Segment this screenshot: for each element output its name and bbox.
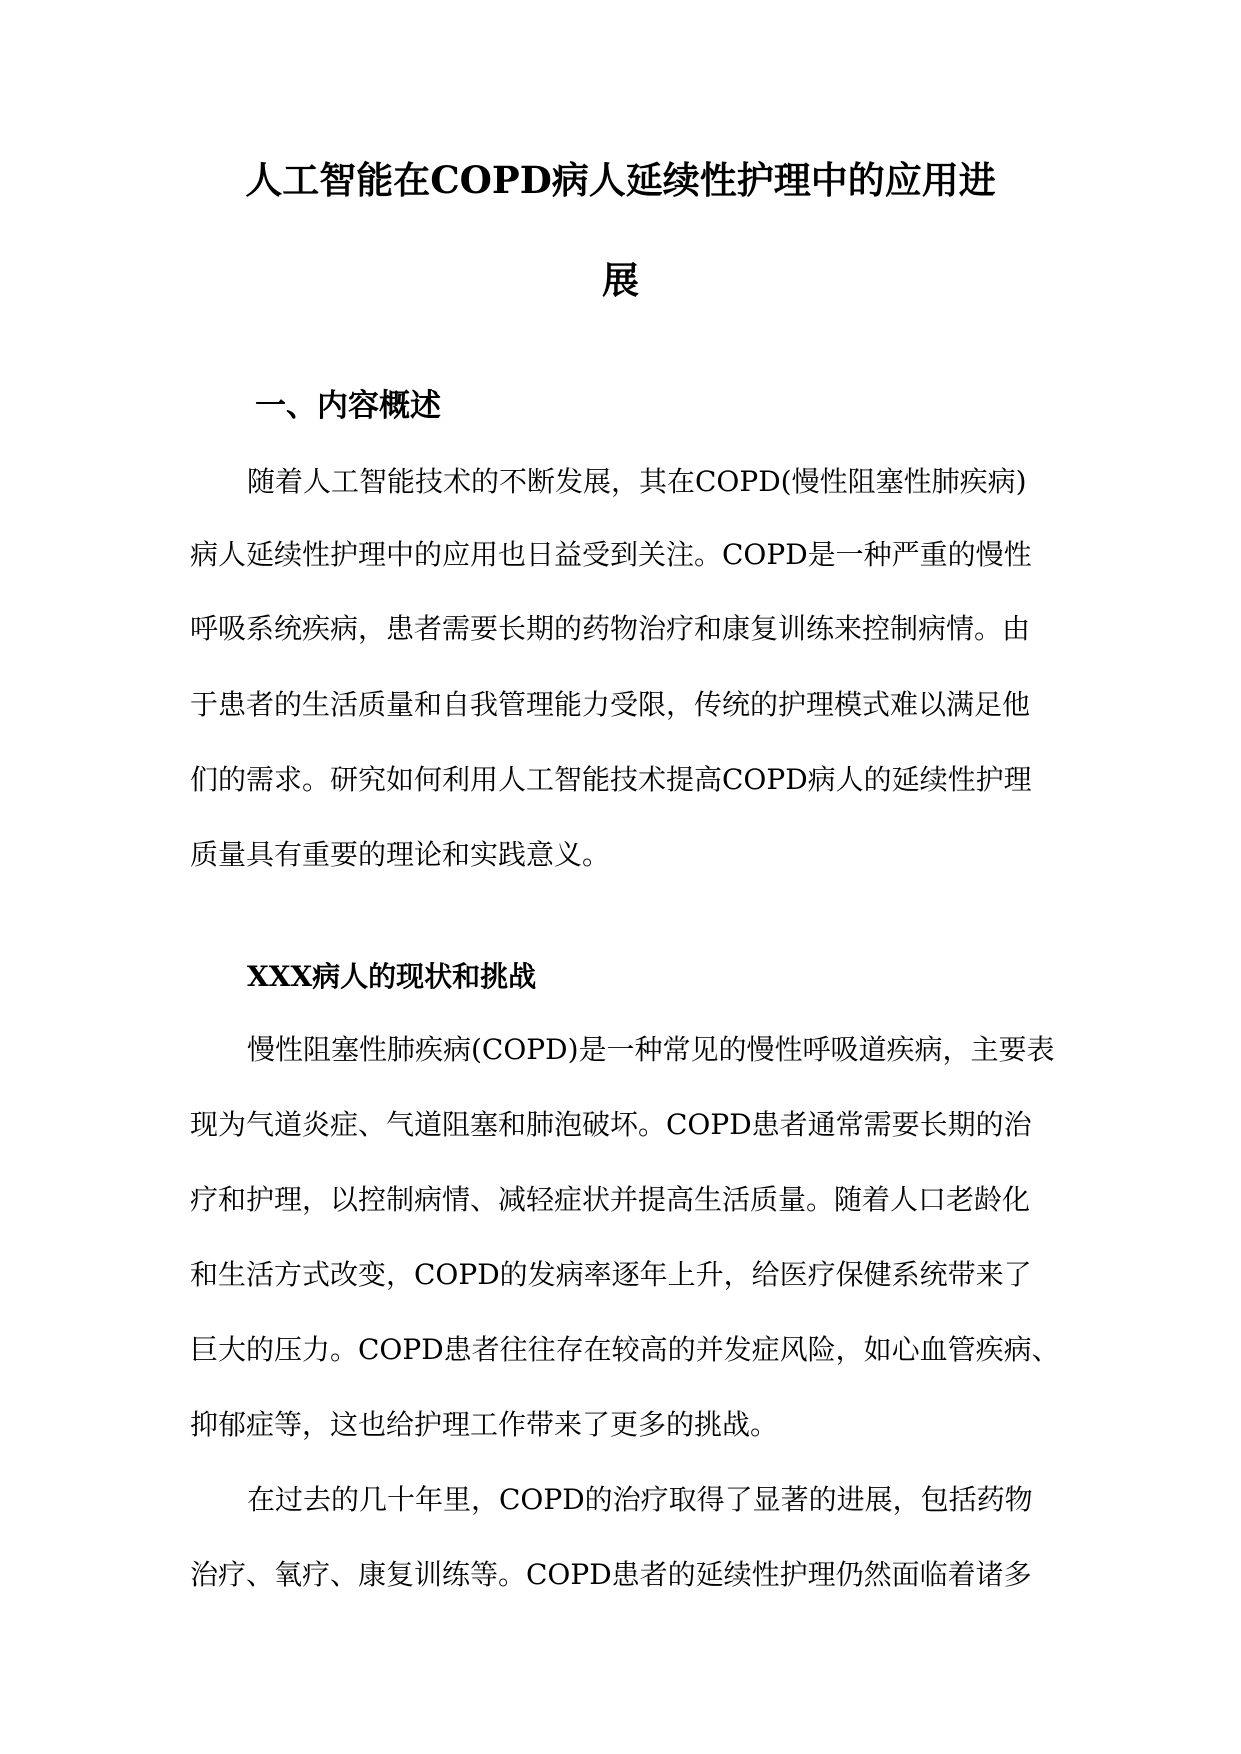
paragraph-line: 在过去的几十年里，COPD的治疗取得了显著的进展，包括药物 bbox=[247, 1483, 1033, 1516]
paragraph-line: 巨大的压力。COPD患者往往存在较高的并发症风险，如心血管疾病、 bbox=[190, 1333, 1060, 1366]
section-1-heading: 一、内容概述 bbox=[255, 388, 441, 424]
paragraph-line: 于患者的生活质量和自我管理能力受限，传统的护理模式难以满足他 bbox=[190, 688, 1031, 721]
paragraph-line: 随着人工智能技术的不断发展，其在COPD(慢性阻塞性肺疾病) bbox=[247, 465, 1027, 498]
paragraph-line: 呼吸系统疾病，患者需要长期的药物治疗和康复训练来控制病情。由 bbox=[190, 612, 1031, 645]
paragraph-line: 病人延续性护理中的应用也日益受到关注。COPD是一种严重的慢性 bbox=[190, 538, 1032, 571]
paragraph-line: 疗和护理，以控制病情、减轻症状并提高生活质量。随着人口老龄化 bbox=[190, 1183, 1031, 1216]
paragraph-line: 现为气道炎症、气道阻塞和肺泡破坏。COPD患者通常需要长期的治 bbox=[190, 1108, 1032, 1141]
paragraph-line: 和生活方式改变，COPD的发病率逐年上升，给医疗保健系统带来了 bbox=[190, 1258, 1032, 1291]
paragraph-line: 治疗、氧疗、康复训练等。COPD患者的延续性护理仍然面临着诸多 bbox=[190, 1558, 1032, 1591]
paragraph-line: 质量具有重要的理论和实践意义。 bbox=[190, 838, 611, 871]
document-title-line-1: 人工智能在COPD病人延续性护理中的应用进 bbox=[245, 158, 996, 202]
paragraph-line: 抑郁症等，这也给护理工作带来了更多的挑战。 bbox=[190, 1408, 779, 1441]
paragraph-line: 们的需求。研究如何利用人工智能技术提高COPD病人的延续性护理 bbox=[190, 763, 1032, 796]
paragraph-line: 慢性阻塞性肺疾病(COPD)是一种常见的慢性呼吸道疾病，主要表 bbox=[247, 1033, 1055, 1066]
section-2-heading: XXX病人的现状和挑战 bbox=[247, 960, 537, 993]
document-title-line-2: 展 bbox=[602, 258, 639, 302]
